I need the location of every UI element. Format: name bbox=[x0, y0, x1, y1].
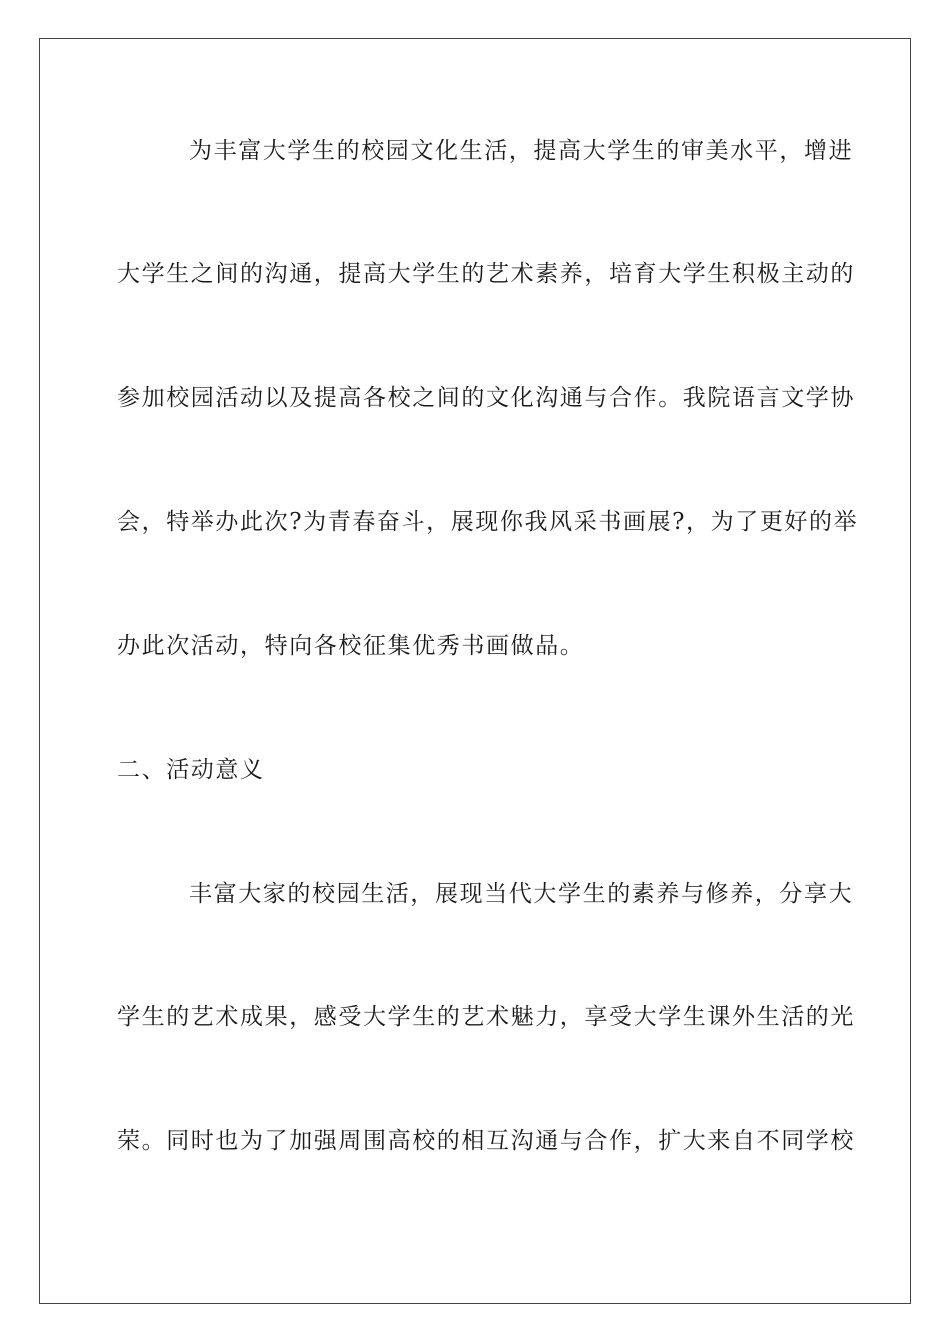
paragraph-1-line-2: 大学生之间的沟通，提高大学生的艺术素养，培育大学生积极主动的 bbox=[117, 261, 855, 287]
paragraph-1-line-5: 办此次活动，特向各校征集优秀书画做品。 bbox=[117, 633, 585, 659]
paragraph-1-line-4: 会，特举办此次?为青春奋斗，展现你我风采书画展?，为了更好的举 bbox=[117, 509, 859, 535]
paragraph-2-line-2: 学生的艺术成果，感受大学生的艺术魅力，享受大学生课外生活的光 bbox=[117, 1004, 855, 1030]
paragraph-2-line-3: 荣。同时也为了加强周围高校的相互沟通与合作，扩大来自不同学校 bbox=[117, 1128, 855, 1154]
paragraph-2-line-1: 丰富大家的校园生活，展现当代大学生的素养与修养，分享大 bbox=[189, 881, 854, 907]
section-heading-activity-significance: 二、活动意义 bbox=[117, 757, 265, 783]
page-border bbox=[39, 38, 911, 1304]
paragraph-1-line-3: 参加校园活动以及提高各校之间的文化沟通与合作。我院语言文学协 bbox=[117, 385, 855, 411]
paragraph-1-line-1: 为丰富大学生的校园文化生活，提高大学生的审美水平，增进 bbox=[189, 138, 854, 164]
